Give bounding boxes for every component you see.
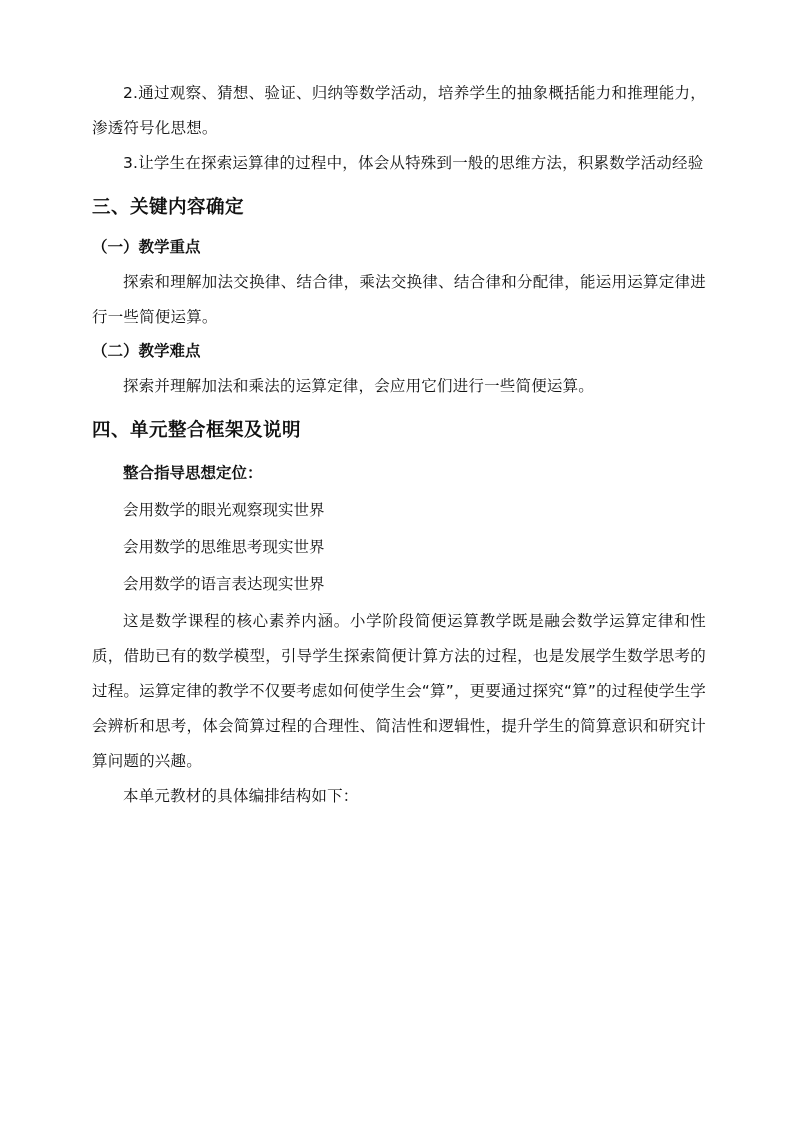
- section-heading-key-content: 三、关键内容确定: [92, 197, 245, 218]
- objective-paragraph-2: 2.通过观察、猜想、验证、归纳等数学活动，培养学生的抽象概括能力和推理能力，渗透符号化思想。: [92, 84, 706, 137]
- teaching-difficulty-text: 探索并理解加法和乘法的运算定律，会应用它们进行一些简便运算。: [123, 377, 595, 395]
- structure-intro-paragraph: 本单元教材的具体编排结构如下：: [123, 787, 359, 805]
- subheading-teaching-focus: （一）教学重点: [92, 238, 201, 256]
- document-body: [92, 76, 706, 814]
- objective-paragraph-3: 3.让学生在探索运算律的过程中，体会从特殊到一般的思维方法，积累数学活动经验: [123, 154, 704, 172]
- subheading-teaching-difficulty: （二）教学难点: [92, 342, 201, 360]
- guiding-idea-label: 整合指导思想定位：: [123, 464, 263, 482]
- guiding-line-express: 会用数学的语言表达现实世界: [123, 575, 325, 593]
- teaching-focus-text: 探索和理解加法交换律、结合律，乘法交换律、结合律和分配律，能运用运算定律进行一些简便运算。: [92, 273, 706, 326]
- guiding-line-observe: 会用数学的眼光观察现实世界: [123, 501, 325, 519]
- section-heading-unit-framework: 四、单元整合框架及说明: [92, 420, 302, 441]
- core-literacy-paragraph: 这是数学课程的核心素养内涵。小学阶段简便运算教学既是融会数学运算定律和性质，借助已有的数学模型，引导学生探索简便计算方法的过程，也是发展学生数学思考的过程。运算定律的教学不仅要考虑如何使学生会“算”，更要通过探究“算”的过程使学生学会辨析和思考，体会简算过程的合理性、简洁性和逻辑性，提升学生的简算意识和研究计算问题的兴趣。: [92, 612, 706, 770]
- guiding-line-think: 会用数学的思维思考现实世界: [123, 538, 325, 556]
